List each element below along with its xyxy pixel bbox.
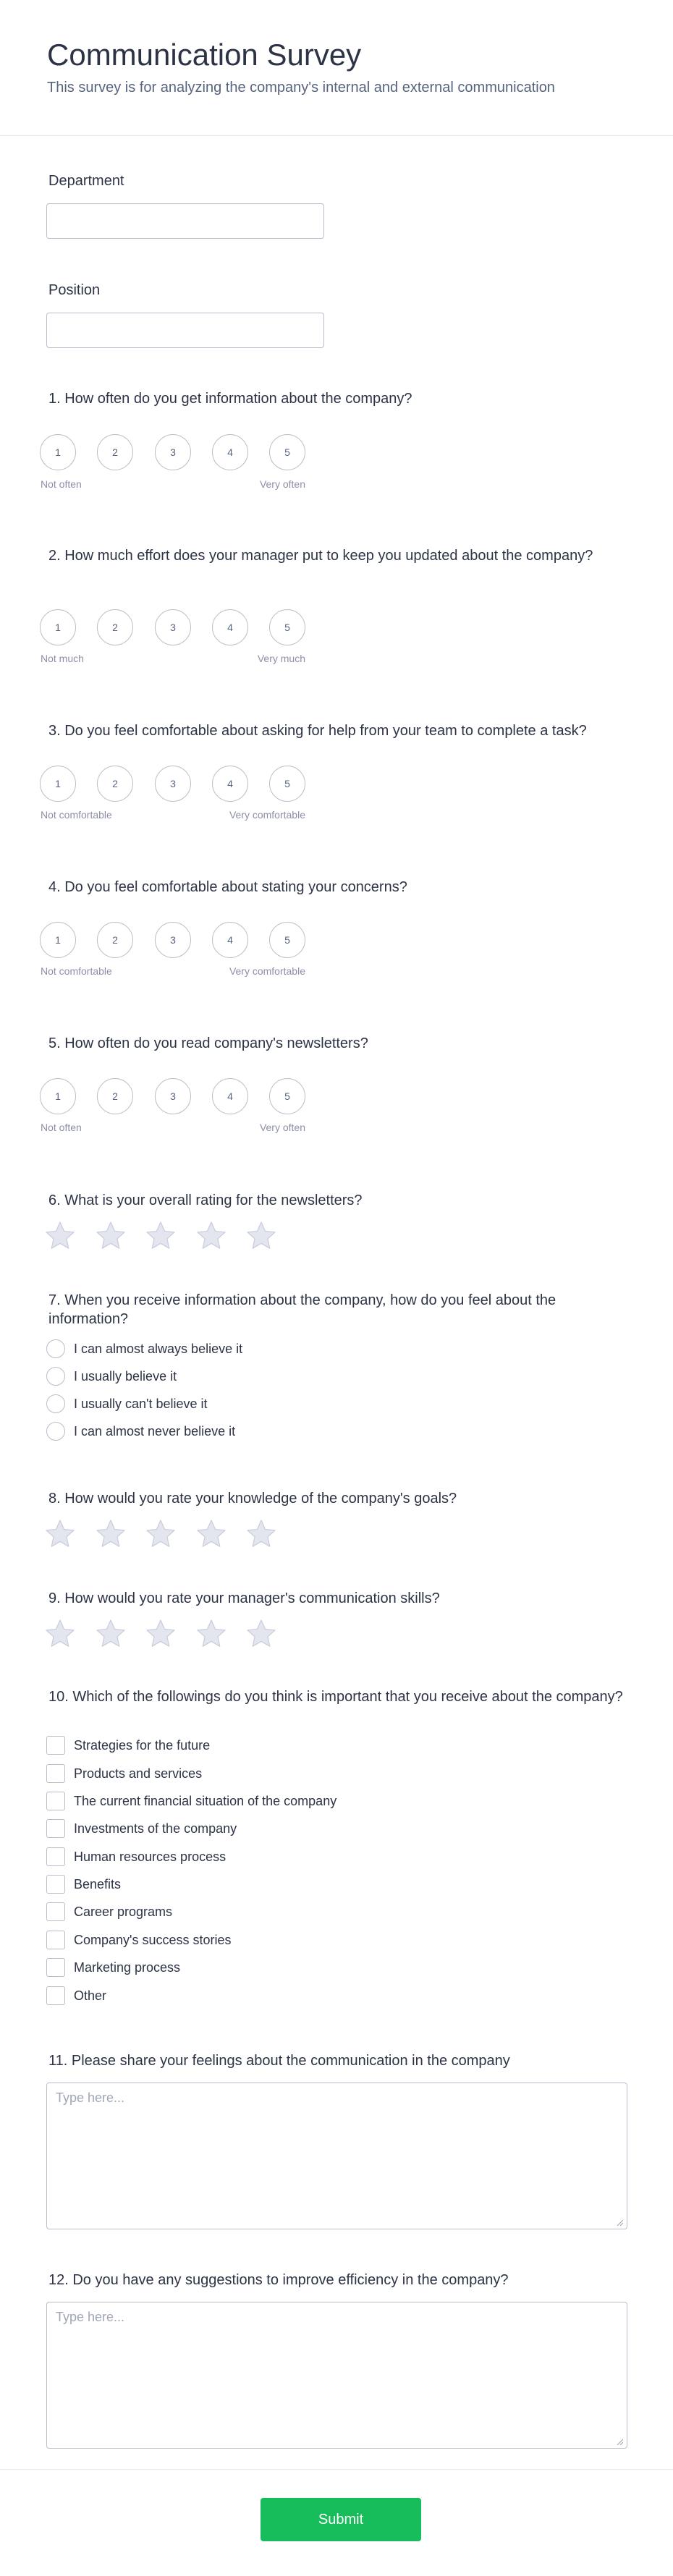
q7-radio-option[interactable] xyxy=(46,1421,235,1441)
q4-scale-option[interactable]: 2 xyxy=(97,922,133,958)
star-icon[interactable] xyxy=(245,1618,277,1650)
q10-checkbox-option[interactable] xyxy=(46,1930,232,1950)
star-icon[interactable] xyxy=(145,1618,177,1650)
form-header xyxy=(0,0,673,136)
radio-button[interactable] xyxy=(46,1367,65,1386)
q1-high-caption: Very often xyxy=(259,478,305,490)
q1-low-caption: Not often xyxy=(41,478,82,490)
q2-scale-option[interactable]: 4 xyxy=(212,609,248,645)
q10-checkbox-option[interactable] xyxy=(46,1791,336,1811)
q5-scale-option[interactable]: 4 xyxy=(212,1078,248,1114)
q10-checkbox-option[interactable] xyxy=(46,1735,210,1755)
resize-grip-icon[interactable] xyxy=(616,2219,623,2226)
page-subtitle: This survey is for analyzing the company's internal and external communication xyxy=(47,80,555,96)
star-icon[interactable] xyxy=(245,1518,277,1550)
q1-scale-option[interactable]: 3 xyxy=(155,434,191,470)
q7-radio-option[interactable] xyxy=(46,1339,242,1359)
position-input[interactable] xyxy=(46,313,324,348)
q5-scale-option[interactable]: 1 xyxy=(40,1078,76,1114)
feelings-textarea[interactable] xyxy=(46,2083,627,2229)
position-label: Position xyxy=(48,282,101,298)
q3-scale-option[interactable]: 1 xyxy=(40,766,76,802)
checkbox-label: Investments of the company xyxy=(74,1821,237,1836)
q3-high-caption: Very comfortable xyxy=(229,809,305,821)
q2-scale-option[interactable]: 2 xyxy=(97,609,133,645)
q10-checkbox-option[interactable] xyxy=(46,1847,226,1867)
q5-scale-option[interactable]: 5 xyxy=(269,1078,305,1114)
q7-radio-option[interactable] xyxy=(46,1366,177,1386)
q3-scale-option[interactable]: 3 xyxy=(155,766,191,802)
checkbox-label: Career programs xyxy=(74,1905,173,1919)
star-icon[interactable] xyxy=(195,1618,227,1650)
q3-scale-option[interactable]: 2 xyxy=(97,766,133,802)
q3-scale-option[interactable]: 4 xyxy=(212,766,248,802)
q10-checkbox-option[interactable] xyxy=(46,1986,106,2006)
q10-checkbox-option[interactable] xyxy=(46,1957,180,1978)
q2-scale-option[interactable]: 5 xyxy=(269,609,305,645)
checkbox[interactable] xyxy=(46,1792,65,1810)
q4-scale-option[interactable]: 4 xyxy=(212,922,248,958)
checkbox[interactable] xyxy=(46,1875,65,1894)
checkbox[interactable] xyxy=(46,1819,65,1838)
q10-checkbox-option[interactable] xyxy=(46,1874,121,1894)
q2-scale-option[interactable]: 3 xyxy=(155,609,191,645)
checkbox-label: Human resources process xyxy=(74,1850,227,1864)
q10-checkbox-option[interactable] xyxy=(46,1763,202,1784)
radio-label: I can almost never believe it xyxy=(74,1424,236,1439)
star-icon[interactable] xyxy=(44,1518,76,1550)
q10-checkbox-option[interactable] xyxy=(46,1902,172,1922)
checkbox[interactable] xyxy=(46,1931,65,1949)
checkbox[interactable] xyxy=(46,1847,65,1866)
q3-low-caption: Not comfortable xyxy=(41,809,112,821)
radio-button[interactable] xyxy=(46,1339,65,1358)
q4-label: 4. Do you feel comfortable about stating your concerns? xyxy=(48,879,407,895)
checkbox[interactable] xyxy=(46,1764,65,1783)
q3-scale-option[interactable]: 5 xyxy=(269,766,305,802)
department-input[interactable] xyxy=(46,203,324,239)
q10-label: 10. Which of the followings do you think is important that you receive about the company? xyxy=(48,1689,623,1705)
resize-grip-icon[interactable] xyxy=(616,2438,623,2445)
q10-checkbox-option[interactable] xyxy=(46,1818,237,1839)
q3-label: 3. Do you feel comfortable about asking for help from your team to complete a task? xyxy=(48,723,587,739)
page-title: Communication Survey xyxy=(47,38,362,72)
q9-label: 9. How would you rate your manager's communication skills? xyxy=(48,1590,440,1606)
star-icon[interactable] xyxy=(245,1220,277,1252)
checkbox[interactable] xyxy=(46,1986,65,2005)
checkbox-label: Company's success stories xyxy=(74,1933,232,1947)
q5-scale-option[interactable]: 3 xyxy=(155,1078,191,1114)
checkbox-label: Products and services xyxy=(74,1766,203,1781)
q4-scale-option[interactable]: 5 xyxy=(269,922,305,958)
q4-scale-option[interactable]: 3 xyxy=(155,922,191,958)
checkbox-label: Other xyxy=(74,1988,107,2003)
q5-scale-option[interactable]: 2 xyxy=(97,1078,133,1114)
q2-scale-option[interactable]: 1 xyxy=(40,609,76,645)
checkbox-label: Marketing process xyxy=(74,1960,181,1975)
checkbox-label: Benefits xyxy=(74,1877,122,1891)
q1-scale-option[interactable]: 2 xyxy=(97,434,133,470)
q4-scale-option[interactable]: 1 xyxy=(40,922,76,958)
department-label: Department xyxy=(48,173,124,189)
star-icon[interactable] xyxy=(145,1220,177,1252)
star-icon[interactable] xyxy=(95,1220,127,1252)
star-icon[interactable] xyxy=(95,1618,127,1650)
q5-low-caption: Not often xyxy=(41,1122,82,1133)
radio-label: I usually can't believe it xyxy=(74,1397,208,1411)
q2-low-caption: Not much xyxy=(41,653,84,664)
checkbox-label: Strategies for the future xyxy=(74,1738,211,1753)
q7-radio-option[interactable] xyxy=(46,1394,208,1414)
q6-label: 6. What is your overall rating for the newsletters? xyxy=(48,1192,363,1208)
q2-label: 2. How much effort does your manager put to keep you updated about the company? xyxy=(48,548,593,564)
q5-label: 5. How often do you read company's newsletters? xyxy=(48,1035,368,1051)
q5-high-caption: Very often xyxy=(259,1122,305,1133)
submit-button[interactable]: Submit xyxy=(261,2498,421,2541)
footer-divider xyxy=(0,2469,673,2470)
star-icon[interactable] xyxy=(95,1518,127,1550)
star-icon[interactable] xyxy=(44,1220,76,1252)
q12-label: 12. Do you have any suggestions to improve efficiency in the company? xyxy=(48,2272,509,2288)
q8-label: 8. How would you rate your knowledge of the company's goals? xyxy=(48,1491,457,1507)
q1-label: 1. How often do you get information about the company? xyxy=(48,391,412,407)
q4-low-caption: Not comfortable xyxy=(41,965,112,977)
q4-high-caption: Very comfortable xyxy=(229,965,305,977)
star-icon[interactable] xyxy=(195,1220,227,1252)
radio-label: I can almost always believe it xyxy=(74,1342,243,1356)
q11-label: 11. Please share your feelings about the communication in the company xyxy=(48,2053,510,2069)
suggestions-textarea[interactable] xyxy=(46,2302,627,2449)
q1-scale-option[interactable]: 1 xyxy=(40,434,76,470)
radio-button[interactable] xyxy=(46,1422,65,1441)
q1-scale-option[interactable]: 4 xyxy=(212,434,248,470)
checkbox[interactable] xyxy=(46,1958,65,1977)
checkbox[interactable] xyxy=(46,1902,65,1921)
q1-scale-option[interactable]: 5 xyxy=(269,434,305,470)
star-icon[interactable] xyxy=(195,1518,227,1550)
star-icon[interactable] xyxy=(145,1518,177,1550)
q2-high-caption: Very much xyxy=(257,653,305,664)
radio-button[interactable] xyxy=(46,1394,65,1413)
star-icon[interactable] xyxy=(44,1618,76,1650)
q7-label: 7. When you receive information about the company, how do you feel about the information? xyxy=(48,1292,556,1327)
checkbox-label: The current financial situation of the company xyxy=(74,1794,337,1808)
radio-label: I usually believe it xyxy=(74,1369,177,1384)
checkbox[interactable] xyxy=(46,1736,65,1755)
